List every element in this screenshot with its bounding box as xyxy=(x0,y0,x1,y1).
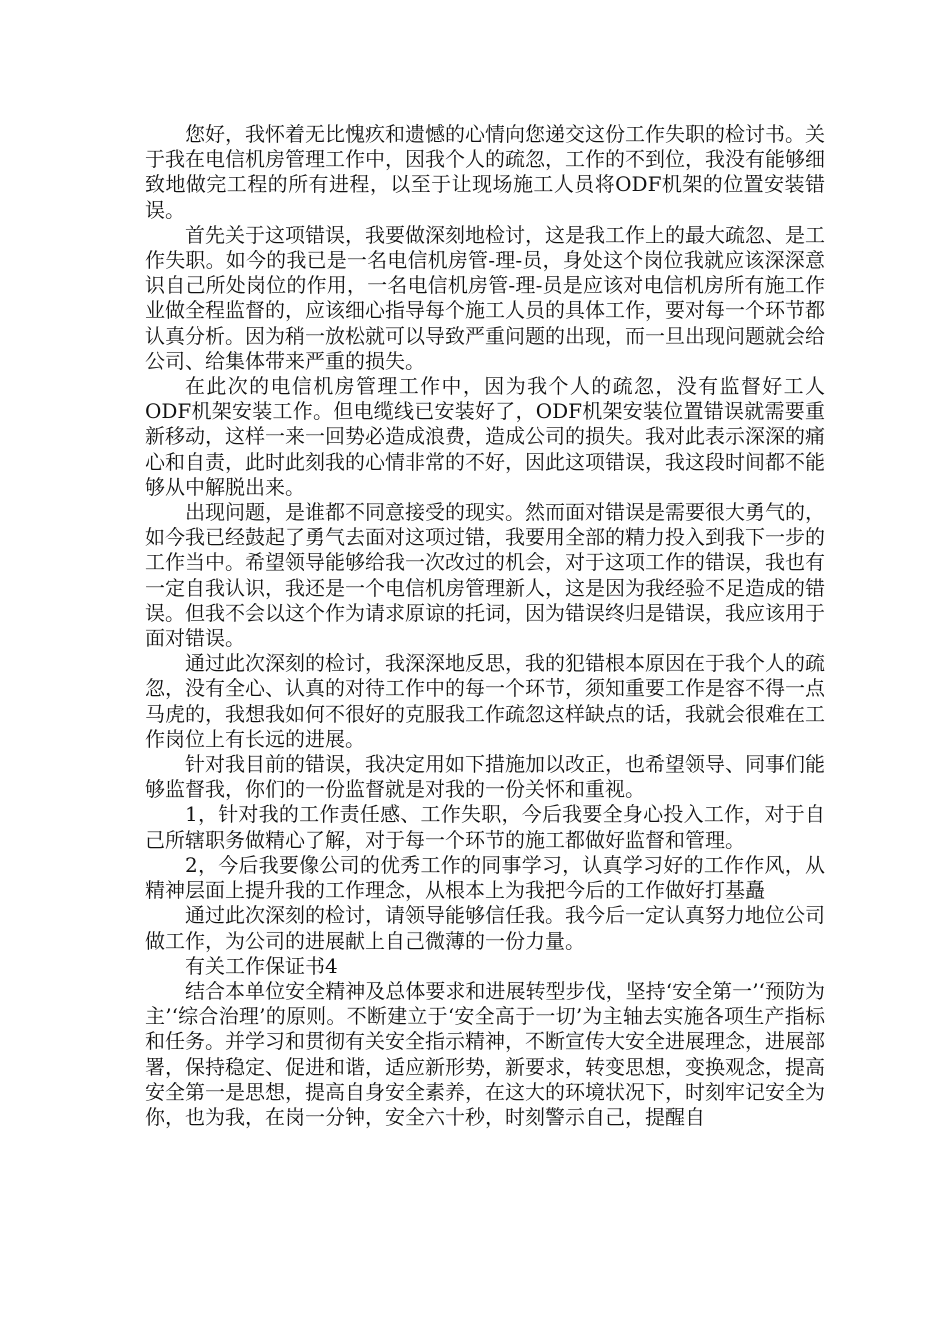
document-body xyxy=(145,122,825,1130)
paragraph-incident: 在此次的电信机房管理工作中，因为我个人的疏忽，没有监督好工人ODF机架安装工作。但电缆线已安装好了，ODF机架安装位置错误就需要重新移动，这样一来一回势必造成浪费，造成公司的损失。我对此表示深深的痛心和自责，此时此刻我的心情非常的不好，因此这项错误，我这段时间都不能够从中解脱出来。 xyxy=(145,374,825,499)
paragraph-self-review: 首先关于这项错误，我要做深刻地检讨，这是我工作上的最大疏忽、是工作失职。如今的我已是一名电信机房管-理-员，身处这个岗位我就应该深深意识自己所处岗位的作用，一名电信机房管-理-员是应该对电信机房所有施工作业做全程监督的，应该细心指导每个施工人员的具体工作，要对每一个环节都认真分析。因为稍一放松就可以导致严重问题的出现，而一旦出现问题就会给公司、给集体带来严重的损失。 xyxy=(145,222,825,373)
paragraph-measure-2: 2，今后我要像公司的优秀工作的同事学习，认真学习好的工作作风，从精神层面上提升我的工作理念，从根本上为我把今后的工作做好打基矗 xyxy=(145,852,825,903)
paragraph-measures-intro: 针对我目前的错误，我决定用如下措施加以改正，也希望领导、同事们能够监督我，你们的一份监督就是对我的一份关怀和重视。 xyxy=(145,752,825,802)
paragraph-reflection: 通过此次深刻的检讨，我深深地反思，我的犯错根本原因在于我个人的疏忽，没有全心、认真的对待工作中的每一个环节，须知重要工作是容不得一点马虎的，我想我如何不很好的克服我工作疏忽这样缺点的话，我就会很难在工作岗位上有长远的进展。 xyxy=(145,651,825,751)
paragraph-opening: 您好，我怀着无比愧疚和遗憾的心情向您递交这份工作失职的检讨书。关于我在电信机房管理工作中，因我个人的疏忽，工作的不到位，我没有能够细致地做完工程的所有进程，以至于让现场施工人员将ODF机架的位置安装错误。 xyxy=(145,122,825,222)
paragraph-safety: 结合本单位安全精神及总体要求和进展转型步伐，坚持‘安全第一’‘预防为主’‘综合治理’的原则。不断建立于‘安全高于一切’为主轴去实施各项生产指标和任务。并学习和贯彻有关安全指示精神，不断宣传大安全进展理念，进展部署，保持稳定、促进和谐，适应新形势，新要求，转变思想，变换观念，提高安全第一是思想，提高自身安全素养，在这大的环境状况下，时刻牢记安全为你，也为我，在岗一分钟，安全六十秒，时刻警示自己，提醒自 xyxy=(145,978,825,1129)
paragraph-measure-1: 1，针对我的工作责任感、工作失职，今后我要全身心投入工作，对于自己所辖职务做精心了解，对于每一个环节的施工都做好监督和管理。 xyxy=(145,802,825,852)
section-heading: 有关工作保证书4 xyxy=(185,953,338,978)
paragraph-courage: 出现问题，是谁都不同意接受的现实。然而面对错误是需要很大勇气的，如今我已经鼓起了勇气去面对这项过错，我要用全部的精力投入到我下一步的工作当中。希望领导能够给我一次改过的机会，对于这项工作的错误，我也有一定自我认识，我还是一个电信机房管理新人，这是因为我经验不足造成的错误。但我不会以这个作为请求原谅的托词，因为错误终归是错误，我应该用于面对错误。 xyxy=(145,500,825,651)
paragraph-closing: 通过此次深刻的检讨，请领导能够信任我。我今后一定认真努力地位公司做工作，为公司的进展献上自己微薄的一份力量。 xyxy=(145,903,825,953)
